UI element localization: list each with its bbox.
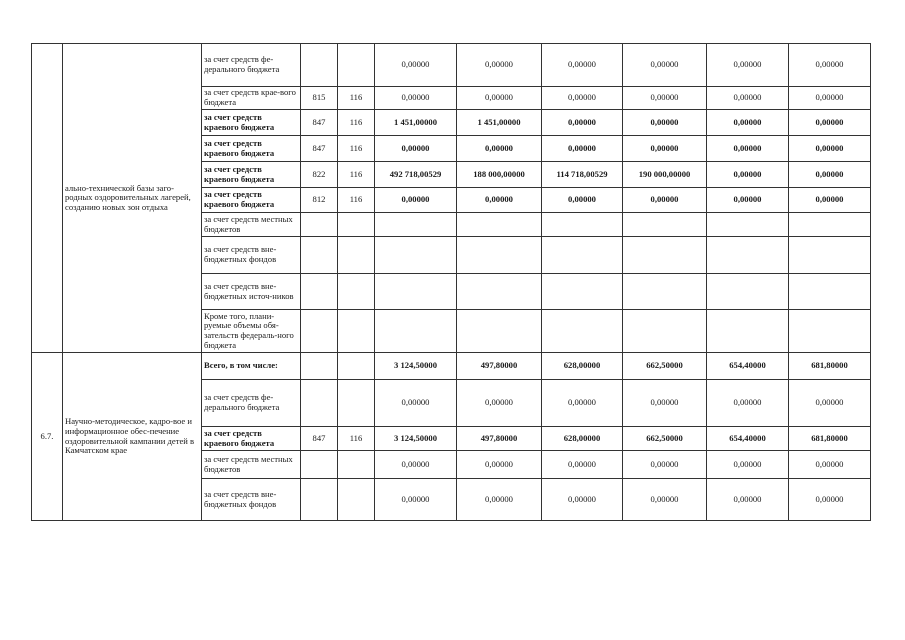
amount-cell: 654,40000 — [707, 353, 789, 380]
amount-cell: 0,00000 — [707, 451, 789, 479]
amount-cell: 1 451,00000 — [457, 110, 542, 136]
funding-source-cell: за счет средств краевого бюджета — [202, 162, 301, 188]
grbs-code-cell — [301, 44, 338, 87]
amount-cell — [375, 310, 457, 353]
funding-source-cell: за счет средств краевого бюджета — [202, 110, 301, 136]
amount-cell: 0,00000 — [542, 44, 623, 87]
amount-cell: 0,00000 — [623, 479, 707, 521]
grbs-code-cell: 847 — [301, 110, 338, 136]
amount-cell: 0,00000 — [789, 380, 871, 427]
funding-source-cell: за счет средств местных бюджетов — [202, 451, 301, 479]
grbs-code-cell — [301, 451, 338, 479]
grbs-code-cell — [301, 213, 338, 237]
amount-cell: 497,80000 — [457, 427, 542, 451]
amount-cell — [623, 213, 707, 237]
amount-cell — [457, 213, 542, 237]
amount-cell: 0,00000 — [789, 162, 871, 188]
section-code-cell: 116 — [338, 87, 375, 110]
amount-cell: 0,00000 — [375, 188, 457, 213]
amount-cell: 0,00000 — [789, 451, 871, 479]
amount-cell: 0,00000 — [623, 188, 707, 213]
grbs-code-cell — [301, 380, 338, 427]
section-code-cell: 116 — [338, 188, 375, 213]
amount-cell: 190 000,00000 — [623, 162, 707, 188]
amount-cell: 0,00000 — [375, 380, 457, 427]
amount-cell — [707, 237, 789, 274]
amount-cell: 114 718,00529 — [542, 162, 623, 188]
section-code-cell — [338, 274, 375, 310]
section-code-cell — [338, 237, 375, 274]
grbs-code-cell: 847 — [301, 136, 338, 162]
section-code-cell — [338, 479, 375, 521]
amount-cell: 188 000,00000 — [457, 162, 542, 188]
section-code-cell: 116 — [338, 110, 375, 136]
row-index-cell: 6.7. — [32, 353, 63, 521]
amount-cell: 628,00000 — [542, 427, 623, 451]
funding-source-cell: Кроме того, плани-руемые объемы обя-зательств федераль-ного бюджета — [202, 310, 301, 353]
grbs-code-cell: 815 — [301, 87, 338, 110]
amount-cell: 0,00000 — [789, 188, 871, 213]
budget-table — [31, 43, 871, 521]
amount-cell — [623, 274, 707, 310]
measure-name-cell: Научно-методическое, кадро-вое и информационное обес-печение оздоровительной кампании детей в Камчатском крае — [63, 353, 202, 521]
section-code-cell — [338, 451, 375, 479]
grbs-code-cell — [301, 479, 338, 521]
amount-cell — [457, 310, 542, 353]
funding-source-cell: за счет средств краевого бюджета — [202, 136, 301, 162]
amount-cell — [789, 274, 871, 310]
amount-cell — [542, 213, 623, 237]
table-row — [32, 353, 871, 380]
amount-cell — [375, 237, 457, 274]
amount-cell — [707, 274, 789, 310]
funding-source-cell: за счет средств вне-бюджетных фондов — [202, 479, 301, 521]
amount-cell — [542, 237, 623, 274]
section-code-cell — [338, 310, 375, 353]
amount-cell: 0,00000 — [623, 380, 707, 427]
amount-cell: 497,80000 — [457, 353, 542, 380]
amount-cell — [789, 237, 871, 274]
grbs-code-cell — [301, 353, 338, 380]
amount-cell — [789, 310, 871, 353]
amount-cell: 628,00000 — [542, 353, 623, 380]
grbs-code-cell: 822 — [301, 162, 338, 188]
amount-cell: 0,00000 — [707, 188, 789, 213]
section-code-cell — [338, 44, 375, 87]
row-index-cell — [32, 44, 63, 353]
amount-cell: 0,00000 — [623, 136, 707, 162]
amount-cell: 3 124,50000 — [375, 353, 457, 380]
amount-cell: 0,00000 — [457, 87, 542, 110]
amount-cell — [623, 310, 707, 353]
amount-cell: 0,00000 — [375, 136, 457, 162]
amount-cell: 0,00000 — [542, 136, 623, 162]
funding-source-cell: за счет средств краевого бюджета — [202, 188, 301, 213]
amount-cell: 0,00000 — [375, 87, 457, 110]
amount-cell — [789, 213, 871, 237]
amount-cell: 0,00000 — [623, 451, 707, 479]
amount-cell — [542, 274, 623, 310]
grbs-code-cell — [301, 274, 338, 310]
amount-cell: 0,00000 — [542, 110, 623, 136]
amount-cell — [542, 310, 623, 353]
section-code-cell: 116 — [338, 162, 375, 188]
amount-cell: 0,00000 — [707, 162, 789, 188]
amount-cell — [457, 237, 542, 274]
amount-cell: 0,00000 — [707, 380, 789, 427]
amount-cell: 0,00000 — [457, 479, 542, 521]
amount-cell: 0,00000 — [457, 380, 542, 427]
amount-cell: 0,00000 — [623, 110, 707, 136]
amount-cell — [375, 213, 457, 237]
amount-cell: 0,00000 — [707, 44, 789, 87]
amount-cell: 0,00000 — [375, 479, 457, 521]
table-row — [32, 44, 871, 87]
section-code-cell — [338, 380, 375, 427]
amount-cell: 0,00000 — [375, 451, 457, 479]
section-code-cell — [338, 213, 375, 237]
amount-cell: 0,00000 — [789, 110, 871, 136]
amount-cell: 681,80000 — [789, 353, 871, 380]
amount-cell — [707, 310, 789, 353]
amount-cell — [375, 274, 457, 310]
amount-cell: 0,00000 — [789, 136, 871, 162]
amount-cell: 0,00000 — [542, 451, 623, 479]
funding-source-cell: Всего, в том числе: — [202, 353, 301, 380]
amount-cell: 0,00000 — [789, 87, 871, 110]
measure-name-cell: ально-технической базы заго-родных оздоровительных лагерей, созданию новых зон отдыха — [63, 44, 202, 353]
amount-cell: 0,00000 — [542, 380, 623, 427]
amount-cell: 0,00000 — [707, 136, 789, 162]
amount-cell: 1 451,00000 — [375, 110, 457, 136]
grbs-code-cell — [301, 237, 338, 274]
amount-cell: 0,00000 — [789, 479, 871, 521]
amount-cell: 3 124,50000 — [375, 427, 457, 451]
funding-source-cell: за счет средств вне-бюджетных источ-ников — [202, 274, 301, 310]
funding-source-cell: за счет средств фе-дерального бюджета — [202, 380, 301, 427]
amount-cell: 0,00000 — [457, 44, 542, 87]
funding-source-cell: за счет средств крае-вого бюджета — [202, 87, 301, 110]
funding-source-cell: за счет средств местных бюджетов — [202, 213, 301, 237]
amount-cell: 0,00000 — [542, 87, 623, 110]
amount-cell — [707, 213, 789, 237]
amount-cell — [623, 237, 707, 274]
section-code-cell: 116 — [338, 427, 375, 451]
amount-cell: 0,00000 — [457, 188, 542, 213]
grbs-code-cell — [301, 310, 338, 353]
amount-cell: 0,00000 — [707, 479, 789, 521]
section-code-cell: 116 — [338, 136, 375, 162]
amount-cell: 0,00000 — [542, 188, 623, 213]
amount-cell: 0,00000 — [457, 136, 542, 162]
funding-source-cell: за счет средств фе-дерального бюджета — [202, 44, 301, 87]
amount-cell: 0,00000 — [375, 44, 457, 87]
funding-source-cell: за счет средств вне-бюджетных фондов — [202, 237, 301, 274]
amount-cell: 0,00000 — [457, 451, 542, 479]
amount-cell: 0,00000 — [623, 44, 707, 87]
amount-cell: 662,50000 — [623, 427, 707, 451]
funding-source-cell: за счет средств краевого бюджета — [202, 427, 301, 451]
grbs-code-cell: 847 — [301, 427, 338, 451]
amount-cell: 0,00000 — [623, 87, 707, 110]
amount-cell: 0,00000 — [542, 479, 623, 521]
amount-cell: 0,00000 — [707, 87, 789, 110]
amount-cell: 654,40000 — [707, 427, 789, 451]
amount-cell: 0,00000 — [789, 44, 871, 87]
amount-cell — [457, 274, 542, 310]
amount-cell: 662,50000 — [623, 353, 707, 380]
amount-cell: 492 718,00529 — [375, 162, 457, 188]
amount-cell: 0,00000 — [707, 110, 789, 136]
amount-cell: 681,80000 — [789, 427, 871, 451]
grbs-code-cell: 812 — [301, 188, 338, 213]
section-code-cell — [338, 353, 375, 380]
